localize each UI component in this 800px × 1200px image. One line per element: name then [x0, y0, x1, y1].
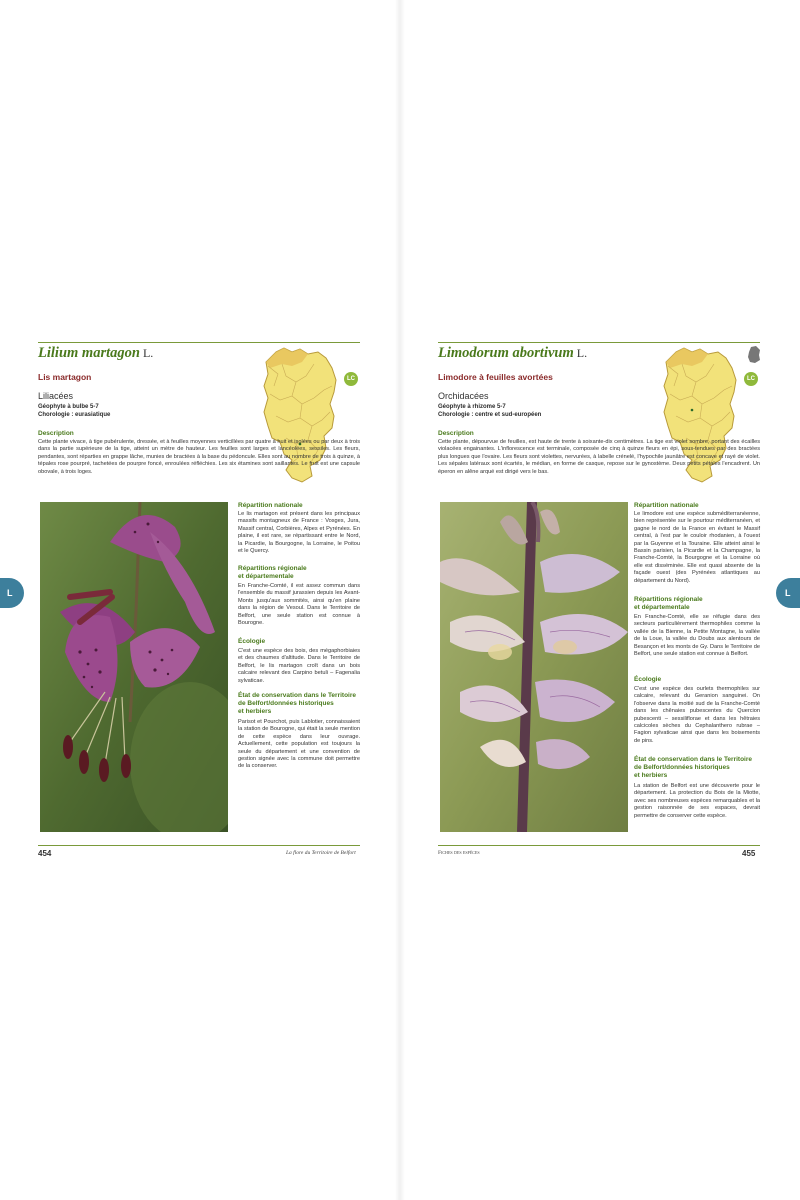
repartition-nationale-text: Le limodore est une espèce subméditerranéenne, bien représentée sur le pourtour méditerranéen, et gagne le nord de la France en évitant le Massif central, à l'est par le couloir rhodanien, à l'ouest par la Guyenne et la Touraine. Elle atteint ainsi le Bassin parisien, la Picardie et la Champagne, la Franche-Comté, la Bourgogne et la Lorraine où elle est disséminée. Elle est quasi absente de la façade ouest (des Pyrénées atlantiques au département du Nord). [634, 511, 760, 584]
description-text: Cette plante, dépourvue de feuilles, est haute de trente à soixante-dix centimètres. La tige est violet sombre, portant des écailles violacées engainantes. L'inflorescence est terminale, composée de cinq à quinze fleurs en épi, sous-tendues par des bractées plus longues que l'ovaire. Les fleurs sont violettes, nervurées, à labelle crénelé, l'hypochile jaunâtre est concave et rayé de violet. Les sépales latéraux sont écartés, le médian, en forme de casque, repose sur le gynostème. Deux petits pétales l'encadrent. Un éperon en alêne arqué est dirigé vers le bas. [438, 439, 760, 475]
running-head: La flore du Territoire de Belfort [286, 850, 356, 856]
ecologie-text: C'est une espèce des ourlets thermophiles sur calcaire, relevant du Geranion sanguinei. On l'observe dans la moitié sud de la Franche-Comté dans les chênaies pubescentes du Quercion pubescenti – sessiliflorae et dans les hêtraies calcicoles sèches du Cephalanthero rubrae – Fagion sylvaticae ainsi que dans les boisements de pins. [634, 686, 760, 744]
france-mini-map-icon [747, 346, 761, 364]
species-meta [438, 404, 541, 419]
description-text: Cette plante vivace, à tige pubérulente, dressée, et à feuilles moyennes verticillées par quatre à huit et isolées ou par deux à trois dans la partie supérieure de la tige, atteint un mètre de hauteur. Les feuilles sont larges et lancéolées, sessiles. Les fleurs, pendantes, sont réparties en grappe lâche, munies de bractées à la base du pédoncule. Elles sont au nombre de trois à quinze, à tépales rose pourpré, tachetées de pourpre foncé, enroulées réfléchies. Les six étamines sont saillantes. Le fruit est une capsule obovale, à trois loges. [38, 439, 360, 475]
species-name: Limodorum abortivum [438, 345, 574, 361]
common-name: Lis martagon [38, 372, 92, 382]
repartitions-regionale-text: En Franche-Comté, il est assez commun dans l'ensemble du massif jurassien depuis les Avant-Monts jusqu'aux sommités, ainsi qu'en plaine dans la région de Vesoul. Dans le Territoire de Belfort, une seule station est connue à Bourogne. [238, 583, 360, 627]
header-rule [438, 342, 760, 343]
right-page [400, 0, 800, 1200]
etat-conservation-heading: État de conservation dans le Territoire de Belfort/données historiques et herbiers [238, 692, 356, 715]
etat-conservation-text: La station de Belfort est une découverte pour le département. La protection du Bois de la Miotte, avec ses nombreuses espèces remarquables et la gestion raisonnée de ses espaces, devrait permettre de conserver cette espèce. [634, 783, 760, 819]
limodorum-abortivum-photo [440, 502, 628, 832]
running-head: Fiches des espèces [438, 850, 480, 856]
ecologie-text: C'est une espèce des bois, des mégaphorbiaies et des chaumes d'altitude. Dans le Territoire de Belfort, le lis martagon croît dans un bois calcaire relevant des Carpino betuli – Fagenalia sylvaticae. [238, 648, 360, 684]
description-heading: Description [38, 430, 74, 437]
section-tab-right[interactable]: L [776, 578, 800, 608]
status-badge: LC [344, 372, 358, 386]
species-name: Lilium martagon [38, 345, 140, 361]
family-name: Liliacées [38, 391, 74, 401]
lilium-martagon-photo [40, 502, 228, 832]
common-name: Limodore à feuilles avortées [438, 372, 553, 382]
section-tab-left[interactable]: L [0, 578, 24, 608]
species-title [438, 345, 587, 362]
ecologie-heading: Écologie [634, 676, 662, 683]
species-author: L. [576, 346, 588, 360]
header-rule [38, 342, 360, 343]
species-meta [38, 404, 110, 419]
footer-rule [438, 845, 760, 846]
life-form: Géophyte à bulbe 5-7 [38, 404, 99, 410]
species-author: L. [142, 346, 154, 360]
etat-conservation-text: Parisot et Pourchot, puis Lablotier, connaissaient la station de Bourogne, qui était la seule mention de cette espèce dans leur ouvrage. Actuellement, cette population est toujours la seule du département et une convention de gestion signée avec la commune doit permettre de la conserver. [238, 719, 360, 770]
repartitions-regionale-heading: Répartitions régionale et départementale [634, 596, 703, 611]
status-badge: LC [744, 372, 758, 386]
family-name: Orchidacées [438, 391, 489, 401]
description-heading: Description [438, 430, 474, 437]
repartition-nationale-text: Le lis martagon est présent dans les principaux massifs montagneux de France : Vosges, Jura, Massif central, Corbières, Alpes et Pyrénées. En plaine, il est rare, se répartissant entre le Nord, la Picardie, la Bourgogne, la Lorraine, le Poitou et le Quercy. [238, 511, 360, 555]
page-number: 454 [38, 849, 52, 858]
repartitions-regionale-heading: Répartitions régionale et départementale [238, 565, 307, 580]
chorology: Chorologie : centre et sud-européen [438, 411, 542, 418]
repartition-nationale-heading: Répartition nationale [634, 502, 699, 509]
ecologie-heading: Écologie [238, 638, 266, 645]
species-title [38, 345, 153, 362]
footer-rule [38, 845, 360, 846]
etat-conservation-heading: État de conservation dans le Territoire de Belfort/données historiques et herbiers [634, 756, 752, 779]
repartitions-regionale-text: En Franche-Comté, elle se réfugie dans des secteurs particulièrement thermophiles comme la vallée de la Bienne, la Petite Montagne, la vallée de la Loue, la vallée du Doubs aux alentours de Besançon et les monts de Gy. Dans le Territoire de Belfort, une seule station est connue à Belfort. [634, 614, 760, 658]
repartition-nationale-heading: Répartition nationale [238, 502, 303, 509]
page-number: 455 [742, 849, 756, 858]
life-form: Géophyte à rhizome 5-7 [438, 404, 506, 410]
chorology: Chorologie : eurasiatique [38, 411, 111, 418]
